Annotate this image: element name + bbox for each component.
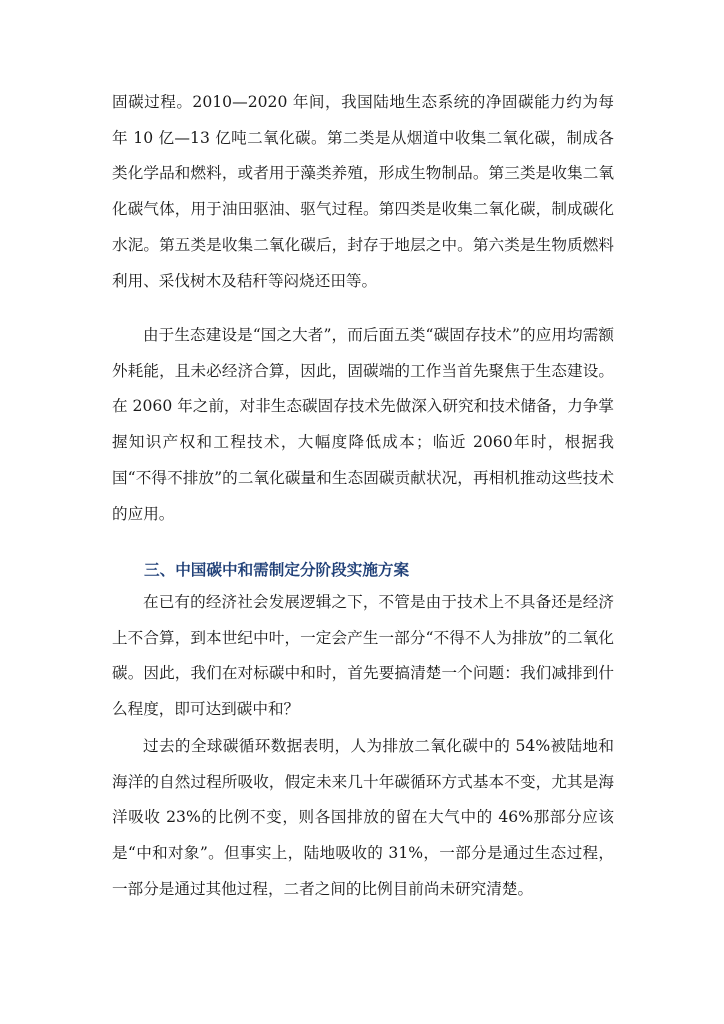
section-heading: 三、中国碳中和需制定分阶段实施方案 (144, 561, 410, 579)
paragraph-ecological-construction: 由于生态建设是“国之大者”，而后面五类“碳固存技术”的应用均需额外耗能，且未必经济合算，因此，固碳端的工作当首先聚焦于生态建设。在 2060 年之前，对非生态碳固存技术先做深入研究和技术储备，力争掌握知识产权和工程技术，大幅度降低成本；临近 2060年时，根据我国“不得不排放”的二氧化碳量和生态固碳贡献状况，再相机推动这些技术的应用。 (112, 326, 614, 523)
paragraph-carbon-fixation-categories: 固碳过程。2010—2020 年间，我国陆地生态系统的净固碳能力约为每年 10 亿—13 亿吨二氧化碳。第二类是从烟道中收集二氧化碳，制成各类化学品和燃料，或者用于藻类养殖，形成生物制品。第三类是收集二氧化碳气体，用于油田驱油、驱气过程。第四类是收集二氧化碳，制成碳化水泥。第五类是收集二氧化碳后，封存于地层之中。第六类是生物质燃料利用、采伐树木及秸秆等闷烧还田等。 (112, 93, 614, 290)
paragraph-unavoidable-emissions: 在已有的经济社会发展逻辑之下，不管是由于技术上不具备还是经济上不合算，到本世纪中叶，一定会产生一部分“不得不人为排放”的二氧化碳。因此，我们在对标碳中和时，首先要搞清楚一个问题：我们减排到什么程度，即可达到碳中和？ (112, 593, 614, 719)
paragraph-carbon-cycle-data: 过去的全球碳循环数据表明，人为排放二氧化碳中的 54%被陆地和海洋的自然过程所吸收，假定未来几十年碳循环方式基本不变，尤其是海洋吸收 23%的比例不变，则各国排放的留在大气中的 46%那部分应该是“中和对象”。但事实上，陆地吸收的 31%，一部分是通过生态过程，一部分是通过其他过程，二者之间的比例目前尚未研究清楚。 (112, 737, 614, 898)
